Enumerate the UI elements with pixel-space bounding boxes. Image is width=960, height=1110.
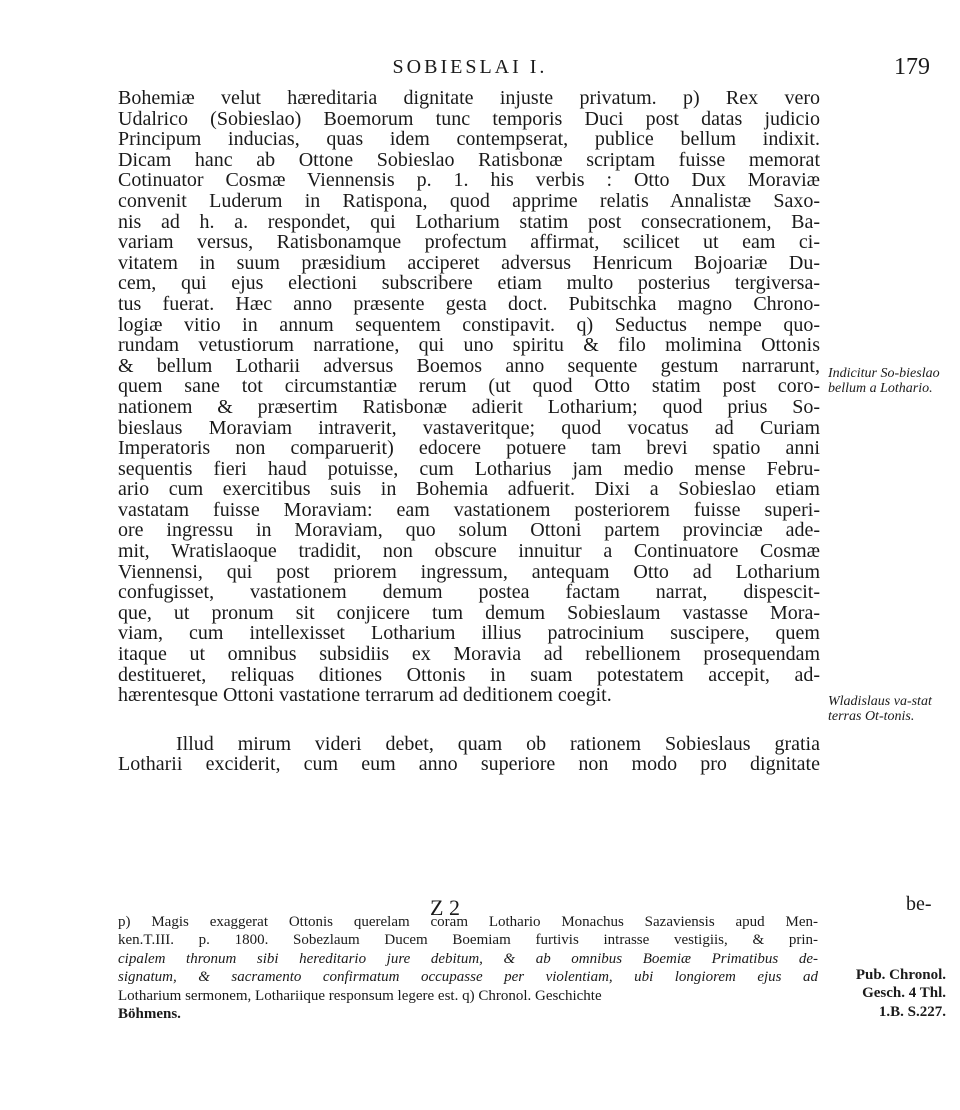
text-line: Imperatoris non comparuerit) edocere potuere tam brevi spatio anni — [118, 437, 820, 460]
text-line: Cotinuator Cosmæ Viennensis p. 1. his verbis : Otto Dux Moraviæ — [118, 169, 820, 192]
footnote-line: signatum, & sacramento confirmatum occupasse per violentiam, ubi longiorem ejus ad — [118, 969, 818, 986]
text-line: Udalrico (Sobieslao) Boemorum tunc temporis Duci post datas judicio — [118, 107, 820, 130]
footnote-reference — [826, 966, 946, 1021]
main-text — [118, 88, 820, 775]
footnote-line: Lotharium sermonem, Lothariique responsum legere est. q) Chronol. Geschichte — [118, 987, 602, 1004]
footnotes — [118, 913, 818, 1023]
text-line: rundam vetustiorum narratione, qui uno spiritu & filo molimina Ottonis — [118, 334, 820, 357]
margin-note: Indicitur So-bieslao bellum a Lothario. — [828, 366, 940, 396]
footnote-ref-line: 1.B. S.227. — [878, 1003, 946, 1020]
text-line: confugisset, vastationem demum postea factam narrat, dispescit- — [118, 581, 820, 604]
paragraph-gap — [118, 706, 820, 734]
text-line: ario cum exercitibus suis in Bohemia adfuerit. Dixi a Sobieslao etiam — [118, 478, 820, 501]
text-line: vitatem in suum præsidium acciperet adversus Henricum Bojoariæ Du- — [118, 251, 820, 274]
page-number: 179 — [894, 54, 930, 80]
page-header — [110, 54, 930, 86]
text-line: Illud mirum videri debet, quam ob rationem Sobieslaus gratia — [176, 732, 820, 755]
text-line: quem sane tot circumstantiæ rerum (ut quod Otto statim post coro- — [118, 375, 820, 398]
text-line: Viennensi, qui post priorem ingressum, antequam Otto ad Lotharium — [118, 560, 820, 583]
footnote-ref-line: Gesch. 4 Thl. — [862, 985, 946, 1002]
text-line: cem, qui ejus electioni subscribere etiam multo posterius tergiversa- — [118, 272, 820, 295]
footnote-line: ken.T.III. p. 1800. Sobezlaum Ducem Boemiam furtivis intrasse vestigiis, & prin- — [118, 932, 818, 949]
text-line: vastatam fuisse Moraviam: eam vastationem posteriorem fuisse superi- — [118, 498, 820, 521]
text-line: & bellum Lotharii adversus Boemos anno sequente gestum narrarunt, — [118, 354, 820, 377]
text-line: variam versus, Ratisbonamque profectum affirmat, scilicet ut eam ci- — [118, 231, 820, 254]
text-line: viam, cum intellexisset Lotharium illius patrocinium suscipere, quem — [118, 622, 820, 645]
margin-note: Wladislaus va-stat terras Ot-tonis. — [828, 694, 932, 724]
text-line: Dicam hanc ab Ottone Sobieslao Ratisbonæ scriptam fuisse memorat — [118, 148, 820, 171]
catchword: be- — [906, 893, 932, 915]
text-line: Principum inducias, quas idem contempserat, publice bellum indixit. — [118, 128, 820, 151]
text-line: que, ut pronum sit conjicere tum demum Sobieslaum vastasse Mora- — [118, 601, 820, 624]
text-line: ore ingressu in Moraviam, quo solum Ottoni partem provinciæ ade- — [118, 519, 820, 542]
text-line: itaque ut omnibus subsidiis ex Moravia ad rebellionem prosequendam — [118, 643, 820, 666]
footnote-line: Böhmens. — [118, 1006, 181, 1023]
text-line: sequentis fieri haud potuisse, cum Lotharius jam medio mense Febru- — [118, 457, 820, 480]
footnote-ref-line: Pub. Chronol. — [855, 967, 946, 983]
text-line: logiæ vitio in annum sequentem constipavit. q) Seductus nempe quo- — [118, 313, 820, 336]
text-line: convenit Luderum in Ratispona, quod apprime relatis Annalistæ Saxo- — [118, 189, 820, 212]
text-line: mit, Wratislaoque tradidit, non obscure innuitur a Continuatore Cosmæ — [118, 540, 820, 563]
text-line: hærentesque Ottoni vastatione terrarum ad deditionem coegit. — [118, 684, 612, 707]
text-line: destitueret, reliquas ditiones Ottonis in suam potestatem accepit, ad- — [118, 663, 820, 686]
text-line: nationem & præsertim Ratisbonæ adierit Lotharium; quod prius So- — [118, 395, 820, 418]
text-line: tus fuerat. Hæc anno præsente gesta doct. Pubitschka magno Chrono- — [118, 292, 820, 315]
text-line: Bohemiæ velut hæreditaria dignitate injuste privatum. p) Rex vero — [118, 87, 820, 109]
signature-mark: Z 2 — [430, 895, 460, 920]
text-line: bieslaus Moraviam intraverit, vastaveritque; quod vocatus ad Curiam — [118, 416, 820, 439]
running-title: SOBIESLAI I. — [392, 56, 548, 78]
footnote-line: p) Magis exaggerat Ottonis querelam coram Lothario Monachus Sazaviensis apud Men- — [118, 914, 818, 930]
footnote-line: cipalem thronum sibi hereditario jure debitum, & ab omnibus Boemiæ Primatibus de- — [118, 950, 818, 967]
text-line: nis ad h. a. respondet, qui Lotharium statim post consecrationem, Ba- — [118, 210, 820, 233]
text-line: Lotharii exciderit, cum eum anno superiore non modo pro dignitate — [118, 753, 820, 776]
